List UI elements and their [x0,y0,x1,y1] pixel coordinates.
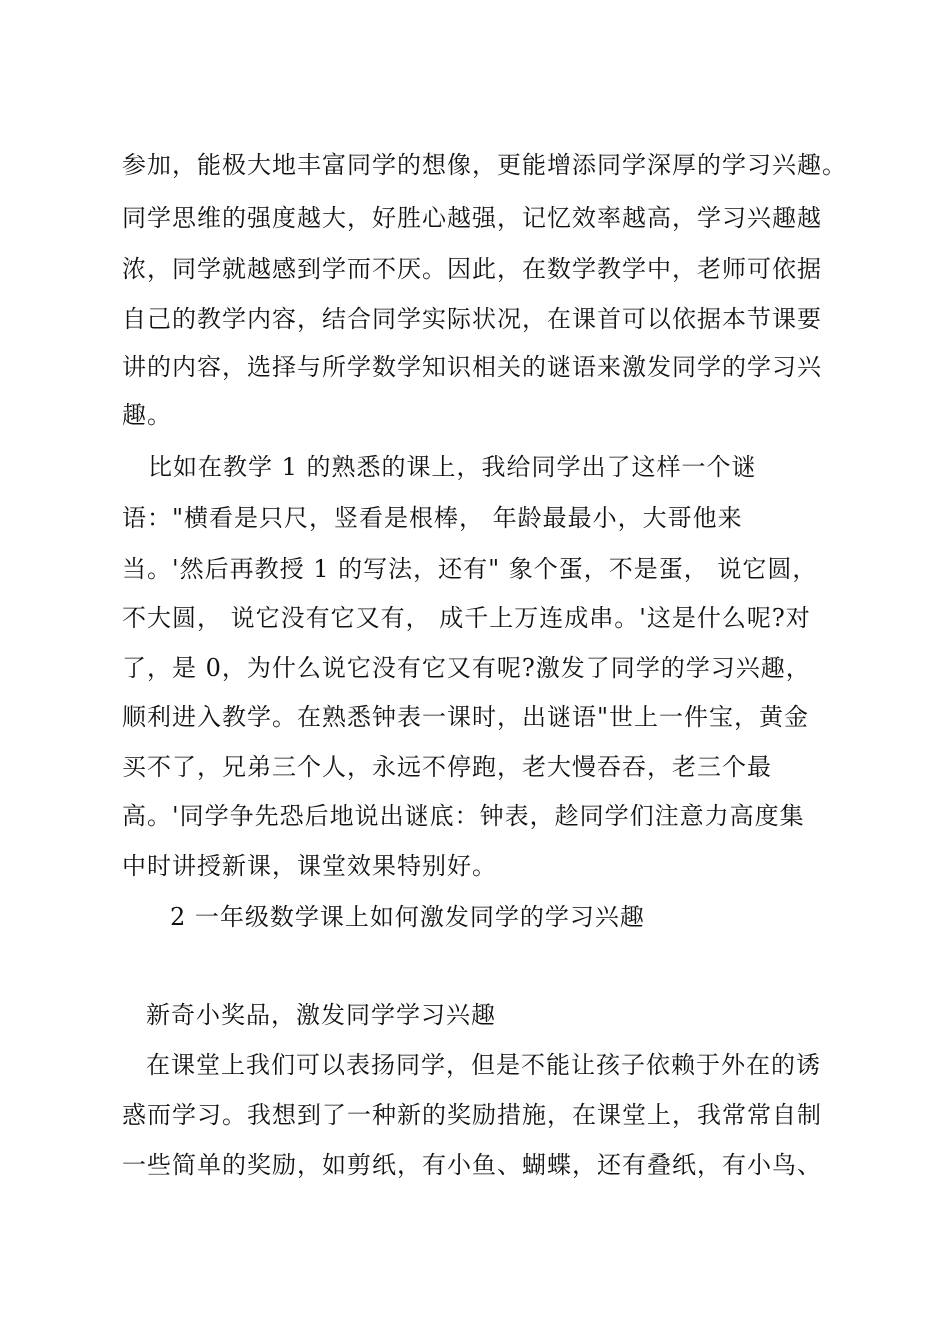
paragraph3-line-1: 在课堂上我们可以表扬同学，但是不能让孩子依赖于外在的诱 [146,1051,821,1079]
paragraph2-line-2: 语："横看是只尺，竖看是根棒， 年龄最最小，大哥他来 [122,504,743,532]
paragraph2-line-5: 了，是 0，为什么说它没有它又有呢?激发了同学的学习兴趣， [122,654,811,682]
paragraph2-line-7: 买不了，兄弟三个人，永远不停跑，老大慢吞吞，老三个最 [122,753,772,781]
paragraph3-line-3: 一些简单的奖励，如剪纸，有小鱼、蝴蝶，还有叠纸，有小鸟、 [122,1151,822,1179]
paragraph2-line-9: 中时讲授新课，课堂效果特别好。 [122,852,497,880]
paragraph1-line-5: 讲的内容，选择与所学数学知识相关的谜语来激发同学的学习兴 [122,353,822,381]
paragraph2-line-8: 高。'同学争先恐后地说出谜底：钟表，趁同学们注意力高度集 [122,802,805,830]
paragraph2-line-4: 不大圆， 说它没有它又有， 成千上万连成串。'这是什么呢?对 [122,604,811,632]
paragraph1-line-3: 浓，同学就越感到学而不厌。因此，在数学教学中，老师可依据 [122,255,822,283]
section-heading: 2 一年级数学课上如何激发同学的学习兴趣 [170,903,645,931]
paragraph1-line-2: 同学思维的强度越大，好胜心越强，记忆效率越高，学习兴趣越 [122,204,822,232]
subheading: 新奇小奖品，激发同学学习兴趣 [146,1001,496,1029]
paragraph1-line-6: 趣。 [122,401,172,429]
paragraph2-line-3: 当。'然后再教授 1 的写法，还有" 象个蛋，不是蛋， 说它圆， [122,555,818,583]
paragraph1-line-4: 自己的教学内容，结合同学实际状况，在课首可以依据本节课要 [122,305,822,333]
paragraph3-line-2: 惑而学习。我想到了一种新的奖励措施，在课堂上，我常常自制 [122,1101,822,1129]
paragraph2-line-6: 顺利进入教学。在熟悉钟表一课时，出谜语"世上一件宝，黄金 [122,703,810,731]
paragraph1-line-1: 参加，能极大地丰富同学的想像，更能增添同学深厚的学习兴趣。 [122,151,847,179]
paragraph2-line-1: 比如在教学 1 的熟悉的课上，我给同学出了这样一个谜 [148,453,757,481]
